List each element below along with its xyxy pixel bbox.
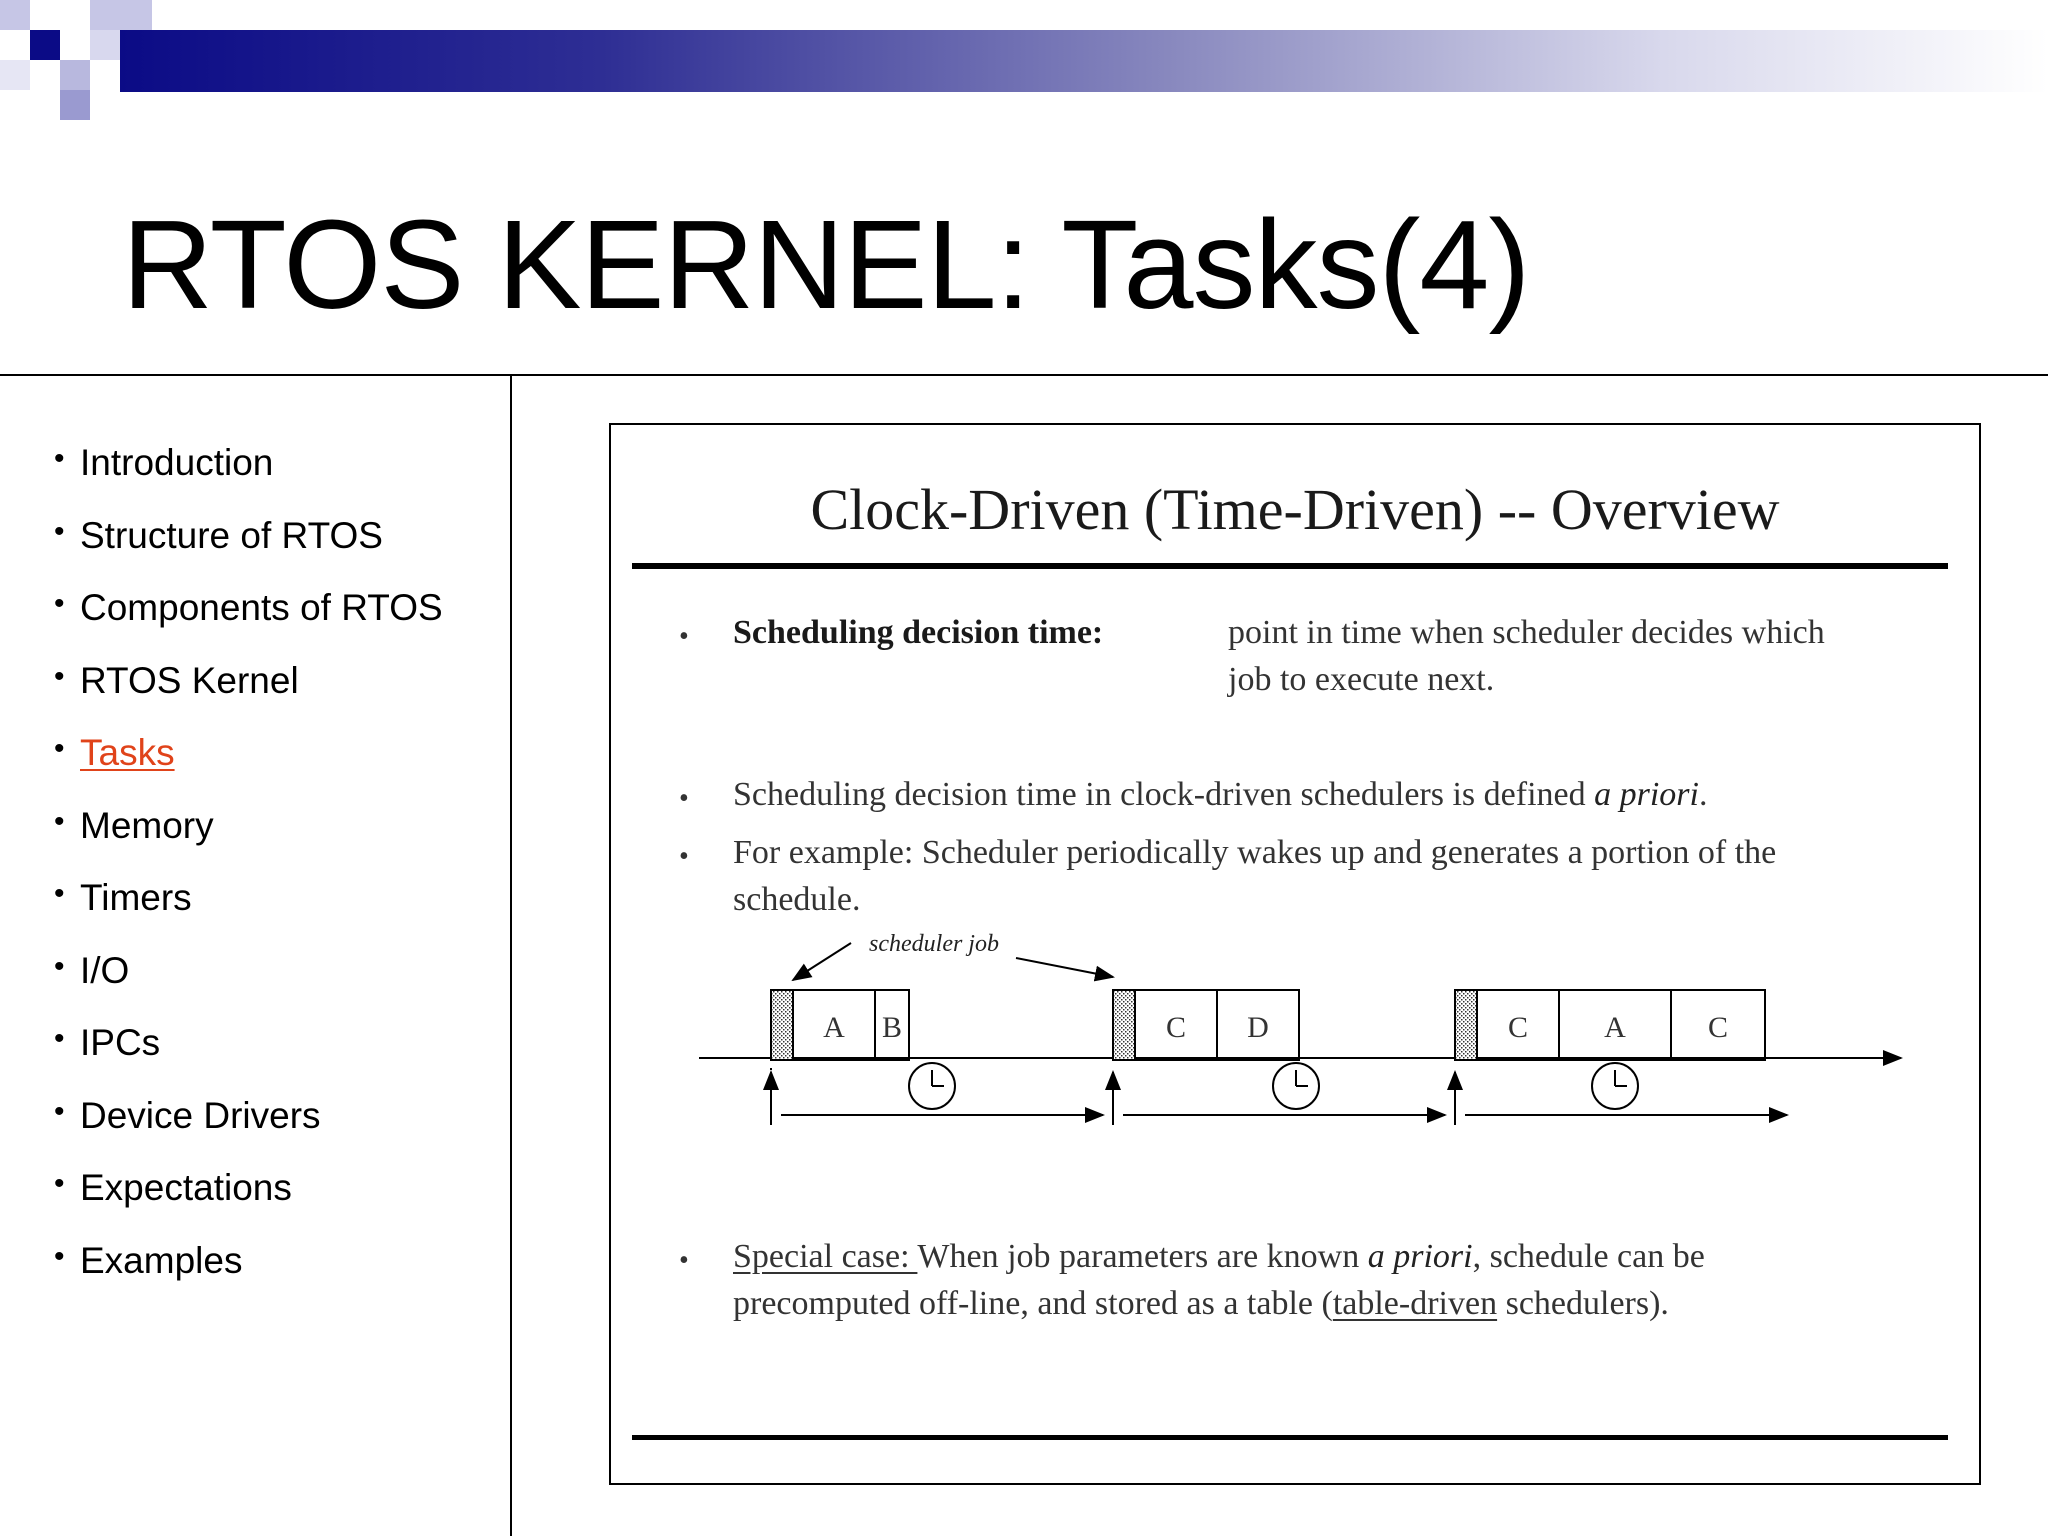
nav-item-examples[interactable]: • Examples bbox=[54, 1234, 443, 1307]
title-divider bbox=[0, 374, 2048, 376]
nav-item-introduction[interactable]: • Introduction bbox=[54, 436, 443, 509]
bullet-icon: • bbox=[679, 1245, 689, 1276]
scheduler-arrow-left bbox=[793, 943, 851, 980]
nav-item-tasks[interactable] bbox=[54, 726, 443, 799]
segment-3 bbox=[1455, 990, 1765, 1060]
nav-item-expectations[interactable]: • Expectations bbox=[54, 1161, 443, 1234]
bullet-icon: • bbox=[54, 1167, 65, 1200]
schedule-timeline-diagram bbox=[611, 925, 1979, 1135]
bullet-icon: • bbox=[54, 1239, 65, 1273]
nav-item-timers[interactable]: • Timers bbox=[54, 871, 443, 944]
bullet-icon: • bbox=[54, 514, 65, 548]
clock-icon bbox=[1273, 1063, 1319, 1109]
segment-2 bbox=[1113, 990, 1299, 1060]
nav-item-structure-of-rtos[interactable]: • Structure of RTOS bbox=[54, 509, 443, 582]
example-line-1: For example: Scheduler periodically wakes up and generates a portion of the bbox=[733, 834, 1777, 871]
bullet-a-priori-definition: Scheduling decision time in clock-driven schedulers is defined a priori. bbox=[733, 776, 1708, 813]
bullet-icon: • bbox=[54, 442, 65, 475]
clock-icon bbox=[909, 1063, 955, 1109]
scheduler-job-label: scheduler job bbox=[869, 931, 999, 957]
bullet-icon: • bbox=[54, 877, 65, 910]
job-label: C bbox=[1707, 1011, 1729, 1044]
job-label: D bbox=[1247, 1011, 1269, 1044]
bullet-icon: • bbox=[54, 949, 65, 983]
scheduler-job-block bbox=[1113, 990, 1135, 1060]
bullet-icon: • bbox=[679, 783, 689, 814]
definition-line-1: point in time when scheduler decides which bbox=[1228, 614, 1825, 651]
nav-item-io[interactable]: • I/O bbox=[54, 944, 443, 1017]
tasks-link[interactable]: Tasks bbox=[80, 732, 175, 773]
header-gradient-bar bbox=[120, 30, 2048, 92]
definition-line-2: job to execute next. bbox=[1228, 661, 1495, 698]
table-driven-term: table-driven bbox=[1332, 1285, 1498, 1322]
figure-top-rule bbox=[632, 563, 1948, 569]
job-label: C bbox=[1165, 1011, 1187, 1044]
scheduler-job-block bbox=[1455, 990, 1477, 1060]
nav-item-ipcs[interactable]: • IPCs bbox=[54, 1016, 443, 1089]
special-case-line-1: Special case: When job parameters are known a priori, schedule can be bbox=[733, 1238, 1705, 1275]
bullet-icon: • bbox=[54, 1094, 65, 1128]
job-label: A bbox=[1604, 1011, 1626, 1044]
job-label: C bbox=[1507, 1011, 1529, 1044]
term-scheduling-decision-time: Scheduling decision time: bbox=[733, 614, 1104, 651]
bullet-icon: • bbox=[679, 841, 689, 872]
job-label: A bbox=[823, 1011, 845, 1044]
sidebar-divider bbox=[510, 374, 512, 1536]
nav-item-device-drivers[interactable]: • Device Drivers bbox=[54, 1089, 443, 1162]
bullet-icon: • bbox=[679, 621, 689, 652]
scheduler-arrow-right bbox=[1016, 958, 1113, 977]
figure-title: Clock-Driven (Time-Driven) -- Overview bbox=[810, 477, 1780, 542]
nav-item-memory[interactable]: • Memory bbox=[54, 799, 443, 872]
job-label: B bbox=[881, 1011, 903, 1044]
segment-1 bbox=[771, 990, 909, 1060]
bullet-icon: • bbox=[54, 587, 65, 620]
slide-title: RTOS KERNEL: Tasks(4) bbox=[122, 194, 1530, 335]
bullet-icon: • bbox=[54, 659, 65, 693]
figure-panel bbox=[609, 423, 1981, 1485]
sidebar-nav bbox=[54, 436, 443, 1306]
nav-item-rtos-kernel[interactable]: • RTOS Kernel bbox=[54, 654, 443, 727]
corner-logo bbox=[0, 0, 160, 124]
figure-bottom-rule bbox=[632, 1435, 1948, 1440]
special-case-line-2: precomputed off-line, and stored as a table (table-driven schedulers). bbox=[733, 1285, 1669, 1322]
clock-icon bbox=[1592, 1063, 1638, 1109]
bullet-icon: • bbox=[54, 804, 65, 838]
example-line-2: schedule. bbox=[733, 881, 861, 918]
nav-item-components-of-rtos[interactable]: • Components of RTOS bbox=[54, 581, 443, 654]
scheduler-job-block bbox=[771, 990, 793, 1060]
bullet-icon: • bbox=[54, 1022, 65, 1055]
bullet-icon: • bbox=[54, 732, 65, 765]
